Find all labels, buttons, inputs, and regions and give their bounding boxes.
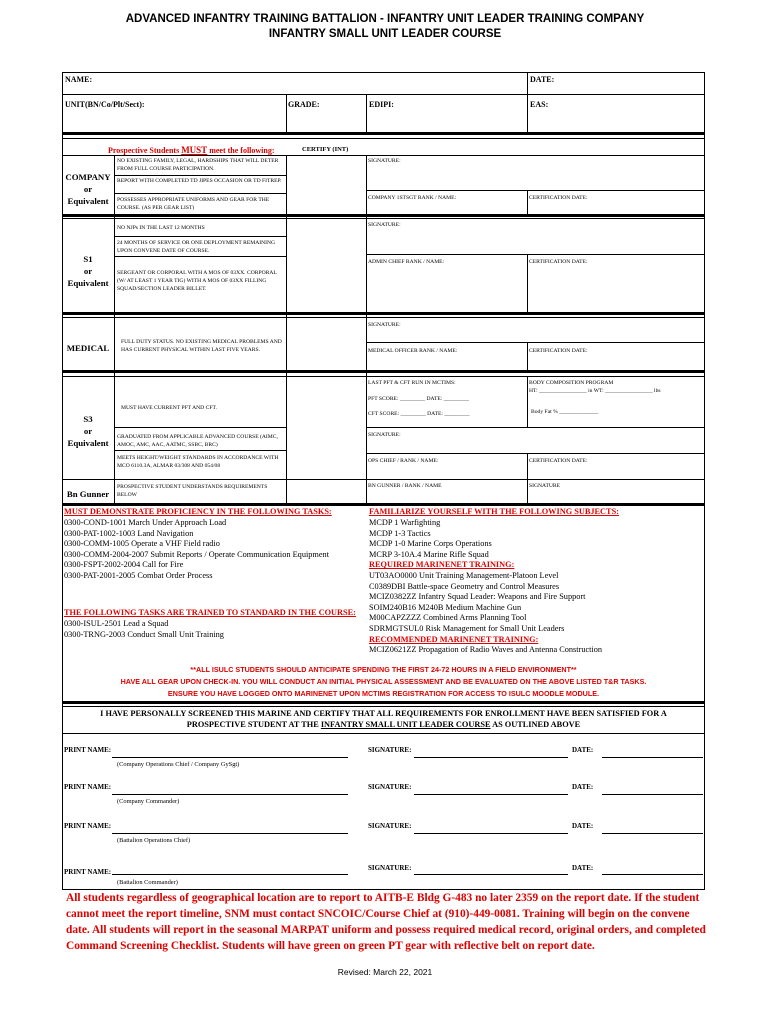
medical-section-label: MEDICAL bbox=[66, 343, 110, 353]
date-label: DATE: bbox=[572, 864, 594, 872]
frame-top bbox=[62, 72, 705, 73]
bn-gunner-label: Bn Gunner bbox=[66, 489, 110, 499]
list-item: 0300-COMM-1005 Operate a VHF Field radio bbox=[64, 539, 220, 549]
print-name-label: PRINT NAME: bbox=[64, 746, 112, 754]
company-signature-label: SIGNATURE: bbox=[368, 158, 401, 164]
signature-field[interactable] bbox=[414, 833, 568, 834]
field-environment-notice: **ALL ISULC STUDENTS SHOULD ANTICIPATE SPENDING THE FIRST 24-72 HOURS IN A FIELD ENVIRONMENT** bbox=[190, 665, 577, 674]
divider bbox=[62, 479, 705, 480]
certification-statement-line2: PROSPECTIVE STUDENT AT THE INFANTRY SMALL UNIT LEADER COURSE AS OUTLINED ABOVE bbox=[186, 720, 581, 729]
list-item: 0300-FSPT-2002-2004 Call for Fire bbox=[64, 560, 184, 570]
s3-req-1: MUST HAVE CURRENT PFT AND CFT. bbox=[121, 405, 217, 411]
company-req-2: REPORT WITH COMPLETED TD JIPES OCCASION OR TD FITREP. bbox=[117, 178, 282, 184]
divider bbox=[62, 733, 705, 734]
list-item: 0300-TRNG-2003 Conduct Small Unit Training bbox=[64, 629, 224, 639]
list-item: MCRP 3-10A.4 Marine Rifle Squad bbox=[369, 549, 489, 559]
s1-rank-label: ADMIN CHIEF RANK / NAME: bbox=[368, 259, 445, 265]
list-item: SOIM240B16 M240B Medium Machine Gun bbox=[369, 602, 522, 612]
divider bbox=[366, 427, 705, 428]
edipi-label: EDIPI: bbox=[369, 100, 394, 109]
form-title: ADVANCED INFANTRY TRAINING BATTALION - INFANTRY UNIT LEADER TRAINING COMPANY bbox=[125, 13, 645, 25]
grade-label: GRADE: bbox=[288, 100, 320, 109]
print-name-field[interactable] bbox=[112, 874, 348, 875]
divider bbox=[366, 342, 705, 343]
list-item: 0300-COMM-2004-2007 Submit Reports / Operate Communication Equipment bbox=[64, 549, 330, 559]
proficiency-heading: MUST DEMONSTRATE PROFICIENCY IN THE FOLLOWING TASKS: bbox=[64, 507, 332, 516]
list-item: MCDP 1 Warfighting bbox=[369, 518, 441, 527]
signature-label: SIGNATURE: bbox=[368, 864, 412, 872]
medical-req: FULL DUTY STATUS. NO EXISTING MEDICAL PROBLEMS AND HAS CURRENT PHYSICAL WITHIN LAST FIVE YEARS. bbox=[121, 339, 282, 353]
signature-block bbox=[62, 781, 705, 813]
list-item: MCIZ0382ZZ Infantry Squad Leader: Weapons and Fire Support bbox=[369, 592, 586, 602]
s3-cert-date-label: CERTIFICATION DATE: bbox=[529, 458, 588, 464]
list-item: 0300-COND-1001 March Under Approach Load bbox=[64, 518, 227, 527]
signature-label: SIGNATURE: bbox=[368, 822, 412, 830]
pft-score-field: PFT SCORE: _________ DATE: _________ bbox=[368, 396, 469, 402]
company-cert-date-label: CERTIFICATION DATE: bbox=[529, 195, 588, 201]
bn-gunner-signature-label: SIGNATURE bbox=[529, 483, 561, 489]
date-field[interactable] bbox=[602, 757, 703, 758]
s3-req-2: GRADUATED FROM APPLICABLE ADVANCED COURSE (AIMC, AMOC, AMC, AAC, AATMC, SSBC, BRC) bbox=[117, 434, 278, 448]
s3-req-3: MEETS HEIGHT/WEIGHT STANDARDS IN ACCORDANCE WITH MCO 6110.3A, ALMAR 03/308 AND 054/08 bbox=[117, 455, 279, 469]
course-title: INFANTRY SMALL UNIT LEADER COURSE bbox=[268, 28, 502, 40]
divider bbox=[62, 376, 705, 377]
date-label: DATE: bbox=[572, 746, 594, 754]
date-field[interactable] bbox=[602, 874, 703, 875]
divider bbox=[114, 236, 286, 237]
cft-score-field: CFT SCORE: _________ DATE: _________ bbox=[368, 411, 470, 417]
divider bbox=[527, 377, 528, 427]
divider bbox=[527, 190, 528, 214]
subjects-list bbox=[369, 518, 602, 656]
list-item: SDRMGTSUL0 Risk Management for Small Unit Leaders bbox=[369, 623, 565, 633]
signer-role: (Battalion Commander) bbox=[117, 879, 178, 886]
signature-field[interactable] bbox=[414, 874, 568, 875]
divider bbox=[114, 175, 286, 176]
signature-block bbox=[62, 744, 705, 776]
signer-role: (Company Operations Chief / Company GySgt) bbox=[117, 761, 240, 768]
divider bbox=[62, 94, 705, 95]
certify-label: CERTIFY (INT) bbox=[302, 146, 349, 153]
date-label: DATE: bbox=[572, 822, 594, 830]
divider bbox=[62, 155, 705, 156]
divider bbox=[366, 155, 367, 503]
signature-label: SIGNATURE: bbox=[368, 783, 412, 791]
subjects-heading: FAMILIARIZE YOURSELF WITH THE FOLLOWING SUBJECTS: bbox=[369, 507, 619, 516]
divider bbox=[114, 427, 286, 428]
signature-field[interactable] bbox=[414, 794, 568, 795]
reporting-instructions: All students regardless of geographical location are to report to AITB-E Bldg G-483 no later 2359 on the report date. If the student cannot meet the report timeline, SNM must contact SNCOIC/Course Chief at (910)-449-0081. Training will begin on the convene date. All students will report in the seasonal MARPAT uniform and possess required medical record, original orders, and completed Command Screening Checklist. Students will have green on green PT gear with reflective belt on report date. bbox=[66, 892, 706, 952]
print-name-label: PRINT NAME: bbox=[64, 868, 112, 876]
medical-rank-label: MEDICAL OFFICER RANK / NAME: bbox=[368, 348, 458, 354]
s1-req-1: NO NJPs IN THE LAST 12 MONTHS bbox=[117, 225, 205, 231]
divider bbox=[114, 450, 286, 451]
s1-req-3: SERGEANT OR CORPORAL WITH A MOS OF 03XX. CORPORAL (W/ AT LEAST 1 YEAR TIG) WITH A MOS OF 03XX FILLING SQUAD/SECTION LEADER BILLET. bbox=[117, 270, 277, 292]
signer-role: (Battalion Operations Chief) bbox=[117, 837, 191, 844]
divider bbox=[62, 214, 705, 217]
signer-role: (Company Commander) bbox=[117, 798, 180, 805]
divider bbox=[114, 193, 286, 194]
divider bbox=[62, 706, 705, 707]
s1-section-label: S1 or Equivalent bbox=[67, 254, 109, 288]
list-item: UT03AO0000 Unit Training Management-Platoon Level bbox=[369, 570, 559, 580]
print-name-label: PRINT NAME: bbox=[64, 822, 112, 830]
revision-date: Revised: March 22, 2021 bbox=[337, 967, 433, 977]
divider bbox=[62, 503, 705, 506]
print-name-field[interactable] bbox=[112, 757, 348, 758]
certification-statement-line1: I HAVE PERSONALLY SCREENED THIS MARINE AND CERTIFY THAT ALL REQUIREMENTS FOR ENROLLMENT HAVE BEEN SATISFIED FOR A bbox=[100, 709, 667, 718]
bn-gunner-req: PROSPECTIVE STUDENT UNDERSTANDS REQUIREMENTS BELOW bbox=[117, 484, 268, 498]
divider bbox=[62, 701, 705, 704]
signature-label: SIGNATURE: bbox=[368, 746, 412, 754]
medical-cert-date-label: CERTIFICATION DATE: bbox=[529, 348, 588, 354]
divider bbox=[62, 138, 705, 139]
proficiency-task-list bbox=[64, 518, 329, 582]
divider bbox=[366, 254, 705, 255]
print-name-label: PRINT NAME: bbox=[64, 783, 112, 791]
company-req-3: POSSESSES APPROPRIATE UNIFORMS AND GEAR FOR THE COURSE. (AS PER GEAR LIST) bbox=[117, 197, 270, 211]
gear-notice: HAVE ALL GEAR UPON CHECK-IN. YOU WILL CONDUCT AN INITIAL PHYSICAL ASSESSMENT AND BE EVALUATED ON THE ABOVE LISTED T&R TASKS. bbox=[120, 677, 647, 686]
divider bbox=[527, 254, 528, 312]
divider bbox=[62, 370, 705, 373]
divider bbox=[527, 453, 528, 503]
list-item: MCDP 1-3 Tactics bbox=[369, 528, 431, 538]
s1-cert-date-label: CERTIFICATION DATE: bbox=[529, 259, 588, 265]
s1-req-2: 24 MONTHS OF SERVICE OR ONE DEPLOYMENT REMAINING UPON CONVENE DATE OF COURSE. bbox=[117, 240, 276, 254]
divider bbox=[62, 312, 705, 315]
trained-heading: THE FOLLOWING TASKS ARE TRAINED TO STANDARD IN THE COURSE: bbox=[64, 608, 356, 617]
date-label: DATE: bbox=[572, 783, 594, 791]
s3-section-label: S3 or Equivalent bbox=[67, 414, 109, 448]
divider bbox=[286, 94, 287, 132]
required-heading: REQUIRED MARINENET TRAINING: bbox=[369, 560, 515, 570]
bn-gunner-rank-label: BN GUNNER / RANK / NAME bbox=[368, 483, 442, 489]
company-section-label: COMPANY or Equivalent bbox=[65, 172, 111, 206]
prereq-heading: Prospective Students MUST meet the following: bbox=[108, 145, 275, 155]
s3-signature-label: SIGNATURE: bbox=[368, 432, 401, 438]
eas-label: EAS: bbox=[530, 100, 549, 109]
body-fat-field: Body Fat % ______________ bbox=[531, 409, 599, 415]
recommended-heading: RECOMMENDED MARINENET TRAINING: bbox=[369, 634, 539, 644]
height-weight-field: HT: _________________ in WT: _________________ lbs bbox=[529, 388, 661, 394]
name-label: NAME: bbox=[65, 75, 93, 84]
divider bbox=[62, 218, 705, 219]
trained-task-list bbox=[64, 619, 224, 640]
medical-signature-label: SIGNATURE: bbox=[368, 322, 401, 328]
signature-field[interactable] bbox=[414, 757, 568, 758]
s3-rank-label: OPS CHIEF / RANK / NAME: bbox=[368, 458, 439, 464]
company-req-1: NO EXISTING FAMILY, LEGAL, HARDSHIPS THAT WILL DETER FROM FULL COURSE PARTICIPATION. bbox=[117, 158, 279, 172]
signature-block bbox=[62, 862, 705, 889]
signature-block bbox=[62, 820, 705, 852]
marinenet-notice: ENSURE YOU HAVE LOGGED ONTO MARINENET UPON MCTIMS REGISTRATION FOR ACCESS TO ISULC MOODLE MODULE. bbox=[167, 689, 600, 698]
print-name-field[interactable] bbox=[112, 794, 348, 795]
body-comp-label: BODY COMPOSITION PROGRAM bbox=[529, 380, 614, 386]
divider bbox=[62, 132, 705, 135]
date-label: DATE: bbox=[530, 75, 555, 84]
last-pft-label: LAST PFT & CFT RUN IN MCTIMS: bbox=[368, 380, 456, 386]
list-item: 0300-ISUL-2501 Lead a Squad bbox=[64, 619, 169, 628]
date-field[interactable] bbox=[602, 794, 703, 795]
company-rank-label: COMPANY 1STSGT RANK / NAME: bbox=[368, 195, 457, 201]
divider bbox=[366, 453, 705, 454]
date-field[interactable] bbox=[602, 833, 703, 834]
print-name-field[interactable] bbox=[112, 833, 348, 834]
list-item: 0300-PAT-2001-2005 Combat Order Process bbox=[64, 570, 213, 580]
list-item: MCDP 1-0 Marine Corps Operations bbox=[369, 539, 492, 549]
list-item: C0389DBI Battle-space Geometry and Control Measures bbox=[369, 581, 560, 591]
list-item: M00CAPZZZZ Combined Arms Planning Tool bbox=[369, 613, 527, 623]
list-item: 0300-PAT-1002-1003 Land Navigation bbox=[64, 528, 194, 538]
s1-signature-label: SIGNATURE: bbox=[368, 222, 401, 228]
list-item: MCIZ0621ZZ Propagation of Radio Waves and Antenna Construction bbox=[369, 645, 603, 655]
divider bbox=[527, 342, 528, 370]
unit-label: UNIT(BN/Co/Plt/Sect): bbox=[65, 100, 145, 109]
divider bbox=[62, 317, 705, 318]
divider bbox=[366, 94, 367, 132]
divider bbox=[527, 72, 528, 132]
divider bbox=[366, 190, 705, 191]
divider bbox=[114, 256, 286, 257]
divider bbox=[286, 155, 287, 503]
